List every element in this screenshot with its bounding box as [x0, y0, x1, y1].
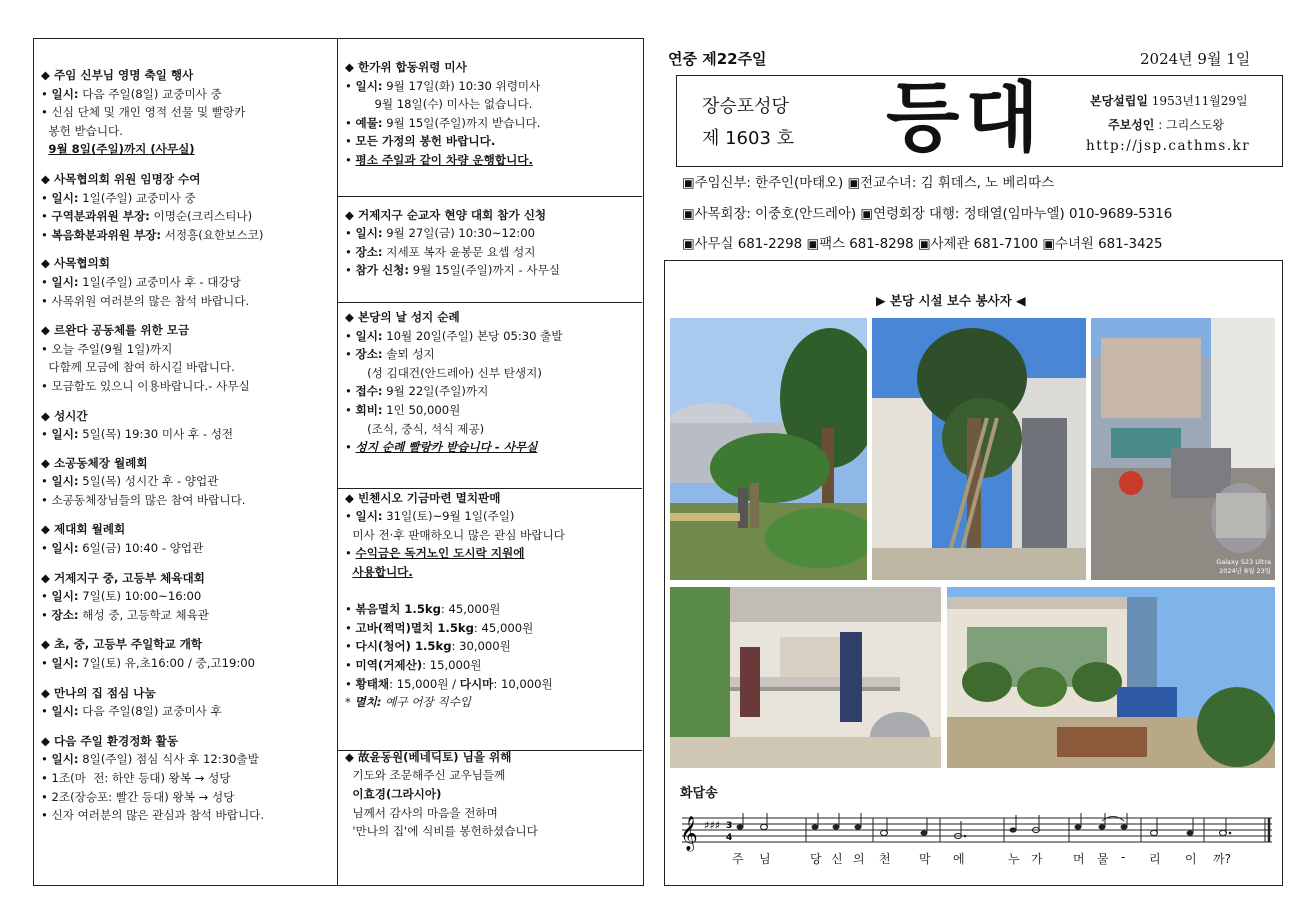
- section-line: [345, 345, 639, 364]
- text-segment: 6일(금) 10:40 - 양업관: [78, 541, 204, 556]
- text-segment: 9월 18일(수) 미사는 없습니다.: [345, 97, 533, 112]
- section-title: ◆ 만나의 집 점심 나눔: [41, 685, 156, 700]
- section-line: [41, 122, 333, 141]
- news-section: [41, 635, 333, 672]
- text-segment: •: [41, 656, 52, 671]
- section-title: ◆ 사목협의회: [41, 256, 110, 271]
- news-section: [41, 520, 333, 557]
- text-segment: •: [345, 402, 356, 417]
- section-line: [41, 103, 333, 122]
- text-segment: 기도와 조문해주신 교우님들께: [345, 768, 506, 783]
- svg-text:3: 3: [726, 821, 733, 831]
- text-segment: 님께서 감사의 마음을 전하며: [345, 805, 498, 820]
- divider: [338, 302, 642, 303]
- section-title: ◆ 거제지구 순교자 현양 대회 참가 신청: [345, 207, 547, 222]
- section-line: [345, 224, 639, 243]
- text-segment: •: [345, 244, 356, 259]
- text-segment: 장소:: [355, 244, 383, 259]
- lyric-syllable: 천: [879, 852, 891, 866]
- patron-label: 주보성인: [1108, 118, 1155, 132]
- text-segment: 일시:: [51, 656, 79, 671]
- section-line: [41, 806, 333, 825]
- text-segment: 다시(청어) 1.5kg: [355, 639, 452, 654]
- section-line: [345, 95, 639, 114]
- news-section: [41, 569, 333, 625]
- section-line: [41, 606, 333, 625]
- text-segment: •: [41, 209, 52, 224]
- newsletter-title: 등대: [886, 73, 1045, 162]
- text-segment: •: [41, 427, 52, 442]
- section-line: [345, 600, 639, 619]
- text-segment: 사용합니다.: [352, 565, 413, 580]
- text-segment: •: [41, 607, 52, 622]
- lyric-syllable: 까?: [1213, 852, 1231, 866]
- section-line: [41, 788, 333, 807]
- lyric-syllable: 당: [810, 852, 822, 866]
- patron-value: : 그리스도왕: [1154, 118, 1225, 132]
- parish-name: 장승포성당: [702, 96, 789, 117]
- section-title: ◆ 르완다 공동체를 위한 모금: [41, 323, 190, 338]
- text-segment: •: [345, 620, 356, 635]
- section-title: ◆ 초, 중, 고등부 주일학교 개학: [41, 637, 203, 652]
- text-segment: •: [345, 509, 356, 524]
- section-line: [41, 377, 333, 396]
- section-line: [345, 637, 639, 656]
- text-segment: 일시:: [355, 509, 383, 524]
- section-line: [345, 151, 639, 170]
- staff-line: ▣주임신부: 한주인(마태오) ▣전교수녀: 김 휘데스, 노 베리따스: [682, 176, 1055, 191]
- column-divider: [337, 38, 338, 886]
- text-segment: 성지 순례 빨랑카 받습니다 - 사무실: [355, 440, 538, 455]
- left-news-column: [41, 66, 333, 825]
- section-line: [345, 693, 639, 712]
- text-segment: 서정흥(요한보스코): [161, 227, 264, 242]
- text-segment: 일시:: [51, 752, 79, 767]
- section-line: [41, 140, 333, 159]
- text-segment: 구역분과위원 부장:: [51, 209, 150, 224]
- section-line: [345, 261, 639, 280]
- text-segment: •: [41, 190, 52, 205]
- text-segment: •: [41, 274, 52, 289]
- text-segment: 9월 27일(금) 10:30~12:00: [382, 226, 535, 241]
- section-line: [345, 804, 639, 823]
- section-title: ◆ 빈첸시오 기금마련 멸치판매: [345, 490, 501, 505]
- section-line: [345, 401, 639, 420]
- text-segment: 평소 주일과 같이 차량 운행합니다.: [355, 152, 533, 167]
- section-line: [41, 491, 333, 510]
- lyrics: [678, 850, 1278, 870]
- section-line: [41, 654, 333, 673]
- lyric-syllable: -: [1121, 850, 1126, 864]
- section-line: [345, 114, 639, 133]
- text-segment: 5일(목) 19:30 미사 후 - 성전: [78, 427, 234, 442]
- svg-text:♯♯♯: ♯♯♯: [704, 819, 720, 832]
- section-line: [345, 785, 639, 804]
- section-line: [41, 472, 333, 491]
- responsorial-psalm-label: 화답송: [680, 786, 718, 801]
- text-segment: •: [41, 474, 52, 489]
- text-segment: [345, 584, 349, 598]
- section-line: [345, 382, 639, 401]
- section-title: ◆ 거제지구 중, 고등부 체육대회: [41, 570, 205, 585]
- text-segment: 일시:: [51, 86, 79, 101]
- text-segment: •: [41, 752, 52, 767]
- text-segment: 다음 주일(8일) 교중미사 후: [78, 704, 222, 719]
- lyric-syllable: 막: [919, 852, 931, 866]
- text-segment: •: [345, 384, 356, 399]
- text-segment: 회비:: [355, 402, 383, 417]
- news-section: [345, 748, 639, 841]
- text-segment: 9월 8일(주일)까지 (사무실): [48, 142, 195, 157]
- text-segment: 1인 50,000원: [382, 402, 461, 417]
- news-section: [41, 254, 333, 310]
- founded-date: [1090, 92, 1248, 109]
- section-line: [345, 132, 639, 151]
- text-segment: • 신심 단체 및 개인 영적 선물 및 빨랑카: [41, 105, 246, 120]
- text-segment: : 30,000원: [451, 639, 511, 654]
- section-line: [41, 769, 333, 788]
- volunteer-photo-tree: [872, 318, 1086, 580]
- text-segment: 고바(쩍먹)멸치 1.5kg: [355, 620, 474, 635]
- news-section: [41, 170, 333, 244]
- section-line: [345, 327, 639, 346]
- text-segment: 미사 전·후 판매하오니 많은 관심 바랍니다: [345, 527, 565, 542]
- section-line: [345, 507, 639, 526]
- text-segment: •: [345, 78, 356, 93]
- middle-news-column: [345, 58, 639, 841]
- issue-date: 2024년 9월 1일: [1140, 50, 1251, 68]
- text-segment: • 사목위원 여러분의 많은 참석 바랍니다.: [41, 293, 250, 308]
- section-line: [345, 544, 639, 563]
- section-line: [41, 358, 333, 377]
- section-line: [41, 189, 333, 208]
- section-line: [345, 243, 639, 262]
- text-segment: 다시마: [459, 676, 494, 691]
- svg-text:4: 4: [726, 833, 733, 843]
- text-segment: 31일(토)~9월 1일(주일): [382, 509, 515, 524]
- text-segment: 일시:: [51, 474, 79, 489]
- divider: [338, 488, 642, 489]
- section-line: [345, 438, 639, 457]
- text-segment: 다음 주일(8일) 교중미사 중: [78, 86, 222, 101]
- text-segment: 일시:: [355, 226, 383, 241]
- section-line: [345, 619, 639, 638]
- section-line: [41, 207, 333, 226]
- text-segment: 장소:: [355, 347, 383, 362]
- text-segment: 황태채: [355, 676, 390, 691]
- text-segment: '만나의 집'에 식비를 봉헌하셨습니다: [345, 824, 538, 839]
- section-line: [41, 587, 333, 606]
- text-segment: 9월 15일(주일)까지 - 사무실: [409, 263, 560, 278]
- volunteer-photo-courtyard: [1091, 318, 1275, 580]
- text-segment: 예물:: [355, 115, 383, 130]
- news-section: [345, 308, 639, 457]
- text-segment: • 신자 여러분의 많은 관심과 참석 바랍니다.: [41, 808, 265, 823]
- text-segment: 수익금은 독거노인 도시락 지원에: [355, 546, 525, 561]
- text-segment: (성 김대건(안드레아) 신부 탄생지): [345, 365, 542, 380]
- text-segment: •: [41, 589, 52, 604]
- text-segment: 9월 15일(주일)까지 받습니다.: [382, 115, 541, 130]
- section-line: [41, 340, 333, 359]
- text-segment: 지세포 복자 윤봉문 요셉 성지: [382, 244, 536, 259]
- text-segment: 솔뫼 성지: [382, 347, 435, 362]
- text-segment: •: [345, 546, 356, 561]
- founded-value: 1953년11월29일: [1151, 94, 1248, 108]
- news-section: [41, 407, 333, 444]
- section-title: ◆ 다음 주일 환경정화 활동: [41, 733, 179, 748]
- lyric-syllable: 가: [1031, 852, 1043, 866]
- section-line: [345, 77, 639, 96]
- text-segment: •: [345, 263, 356, 278]
- text-segment: •: [345, 658, 356, 673]
- text-segment: 일시:: [355, 78, 383, 93]
- text-segment: : 45,000원: [473, 620, 534, 635]
- section-line: [345, 582, 639, 601]
- text-segment: •: [345, 134, 356, 149]
- lyric-syllable: 의: [853, 852, 865, 866]
- text-segment: 일시:: [51, 190, 79, 205]
- text-segment: •: [345, 226, 356, 241]
- news-section: [41, 321, 333, 395]
- text-segment: •: [41, 541, 52, 556]
- text-segment: •: [345, 152, 356, 167]
- text-segment: •: [345, 328, 356, 343]
- volunteer-photo-building: [947, 587, 1275, 768]
- section-line: [41, 273, 333, 292]
- text-segment: • 오늘 주일(9월 1일)까지: [41, 341, 173, 356]
- issue-number: 제 1603 호: [702, 128, 795, 149]
- text-segment: 1일(주일) 교중미사 중: [78, 190, 196, 205]
- lyric-syllable: 신: [831, 852, 843, 866]
- section-title: ◆ 한가위 합동위령 미사: [345, 60, 467, 74]
- photo-watermark: [1216, 558, 1271, 566]
- text-segment: 일시:: [51, 274, 79, 289]
- text-segment: 다함께 모금에 참여 하시길 바랍니다.: [41, 360, 235, 375]
- news-section: [41, 732, 333, 825]
- section-line: [345, 822, 639, 841]
- text-segment: 복음화분과위원 부장:: [51, 227, 162, 242]
- text-segment: 5일(목) 성시간 후 - 양업관: [78, 474, 219, 489]
- text-segment: 미역(거제산): [355, 658, 423, 673]
- text-segment: : 45,000원: [440, 602, 501, 617]
- staff-line: ▣사무실 681-2298 ▣팩스 681-8298 ▣사제관 681-7100 ▣수녀원 681-3425: [682, 237, 1163, 252]
- section-title: ◆ 소공동체장 월례회: [41, 455, 148, 470]
- section-line: [345, 364, 639, 383]
- lyric-syllable: 머: [1073, 852, 1085, 866]
- text-segment: 8일(주일) 점심 식사 후 12:30출발: [78, 752, 259, 767]
- volunteer-photo-tent: [670, 587, 941, 768]
- text-segment: 이명순(크리스티나): [149, 209, 253, 224]
- lyric-syllable: 에: [953, 852, 965, 866]
- section-line: [41, 226, 333, 245]
- founded-label: 본당설립일: [1090, 94, 1148, 108]
- text-segment: •: [41, 227, 52, 242]
- section-title: ◆ 故윤동원(베네딕토) 님을 위해: [345, 749, 512, 764]
- text-segment: 9월 22일(주일)까지: [382, 384, 489, 399]
- svg-text:𝄞: 𝄞: [680, 816, 698, 851]
- text-segment: 일시:: [51, 704, 79, 719]
- text-segment: •: [345, 676, 356, 691]
- text-segment: 해성 중, 고등학교 체육관: [78, 607, 210, 622]
- news-section: [41, 66, 333, 159]
- text-segment: •: [345, 347, 356, 362]
- section-title: ◆ 성시간: [41, 408, 88, 423]
- section-line: [41, 750, 333, 769]
- text-segment: 봉헌 받습니다.: [41, 123, 123, 138]
- news-section: [41, 684, 333, 721]
- text-segment: 볶음멸치 1.5kg: [355, 602, 441, 617]
- section-line: [345, 675, 639, 694]
- section-line: [41, 85, 333, 104]
- text-segment: *: [345, 695, 355, 710]
- text-segment: 접수:: [355, 384, 383, 399]
- text-segment: 1일(주일) 교중미사 후 - 대강당: [78, 274, 241, 289]
- website-url[interactable]: http://jsp.cathms.kr: [1086, 138, 1251, 154]
- lyric-syllable: 누: [1008, 852, 1020, 866]
- news-section: [345, 58, 639, 170]
- lyric-syllable: 이: [1185, 852, 1197, 866]
- section-line: [41, 702, 333, 721]
- staff-line: ▣사목회장: 이중호(안드레아) ▣연령회장 대행: 정태열(임마누엘) 010-9689-5316: [682, 207, 1173, 222]
- week-label: 연중 제22주일: [668, 50, 767, 68]
- text-segment: (조식, 중식, 석식 제공): [345, 421, 485, 436]
- photo-watermark: [1219, 566, 1271, 575]
- volunteer-photo-garden: [670, 318, 867, 580]
- text-segment: 일시:: [51, 589, 79, 604]
- section-line: [41, 292, 333, 311]
- watermark-line: Galaxy S23 Ultra: [1216, 558, 1271, 566]
- section-title: ◆ 주임 신부님 영명 축일 행사: [41, 68, 194, 82]
- section-line: [345, 656, 639, 675]
- text-segment: • 1조(마 전: 하얀 등대) 왕복 → 성당: [41, 771, 231, 785]
- news-section: [345, 489, 639, 712]
- divider: [338, 196, 642, 197]
- text-segment: 일시:: [355, 328, 383, 343]
- news-section: [345, 206, 639, 280]
- text-segment: 멸치:: [354, 695, 382, 710]
- text-segment: • 모금함도 있으니 이용바랍니다.- 사무실: [41, 378, 250, 393]
- section-line: [41, 539, 333, 558]
- patron-saint: [1108, 116, 1224, 133]
- text-segment: • 2조(장승포: 빨간 등대) 왕복 → 성당: [41, 789, 235, 804]
- text-segment: 일시:: [51, 427, 79, 442]
- text-segment: : 10,000원: [493, 676, 553, 691]
- text-segment: •: [345, 440, 356, 455]
- text-segment: : 15,000원: [422, 658, 482, 673]
- text-segment: •: [41, 86, 52, 101]
- section-line: [345, 563, 639, 582]
- photo-section-title: ▶ 본당 시설 보수 봉사자 ◀: [876, 293, 1026, 308]
- text-segment: : 15,000원 /: [389, 676, 460, 691]
- section-line: [345, 420, 639, 439]
- text-segment: •: [345, 115, 356, 130]
- lyric-syllable: 물: [1097, 852, 1109, 866]
- text-segment: 이효경(그라시아): [352, 787, 442, 801]
- text-segment: • 소공동체장님들의 많은 참여 바랍니다.: [41, 492, 246, 507]
- text-segment: 7일(토) 10:00~16:00: [78, 589, 202, 604]
- text-segment: 장소:: [51, 607, 79, 622]
- text-segment: 10월 20일(주일) 본당 05:30 출발: [382, 328, 563, 343]
- text-segment: 9월 17일(화) 10:30 위령미사: [382, 78, 541, 93]
- news-section: [41, 454, 333, 510]
- text-segment: •: [41, 704, 52, 719]
- lyric-syllable: 주: [732, 852, 744, 866]
- text-segment: 모든 가정의 봉헌 바랍니다.: [355, 134, 496, 149]
- lyric-syllable: 리: [1149, 852, 1161, 866]
- text-segment: 참가 신청:: [355, 263, 410, 278]
- text-segment: 예구 어장 직수입: [381, 695, 471, 710]
- section-title: ◆ 본당의 날 성지 순례: [345, 309, 460, 324]
- lyric-syllable: 님: [759, 852, 771, 866]
- section-title: ◆ 제대회 월례회: [41, 522, 126, 537]
- section-title: ◆ 사목협의회 위원 임명장 수여: [41, 171, 201, 186]
- section-line: [345, 526, 639, 545]
- watermark-line: 2024년 8월 23일: [1219, 567, 1271, 575]
- text-segment: •: [345, 602, 356, 617]
- text-segment: •: [345, 639, 356, 654]
- divider: [338, 750, 642, 751]
- section-line: [41, 425, 333, 444]
- text-segment: 일시:: [51, 541, 79, 556]
- text-segment: 7일(토) 유,초16:00 / 중,고19:00: [78, 656, 256, 671]
- section-line: [345, 766, 639, 785]
